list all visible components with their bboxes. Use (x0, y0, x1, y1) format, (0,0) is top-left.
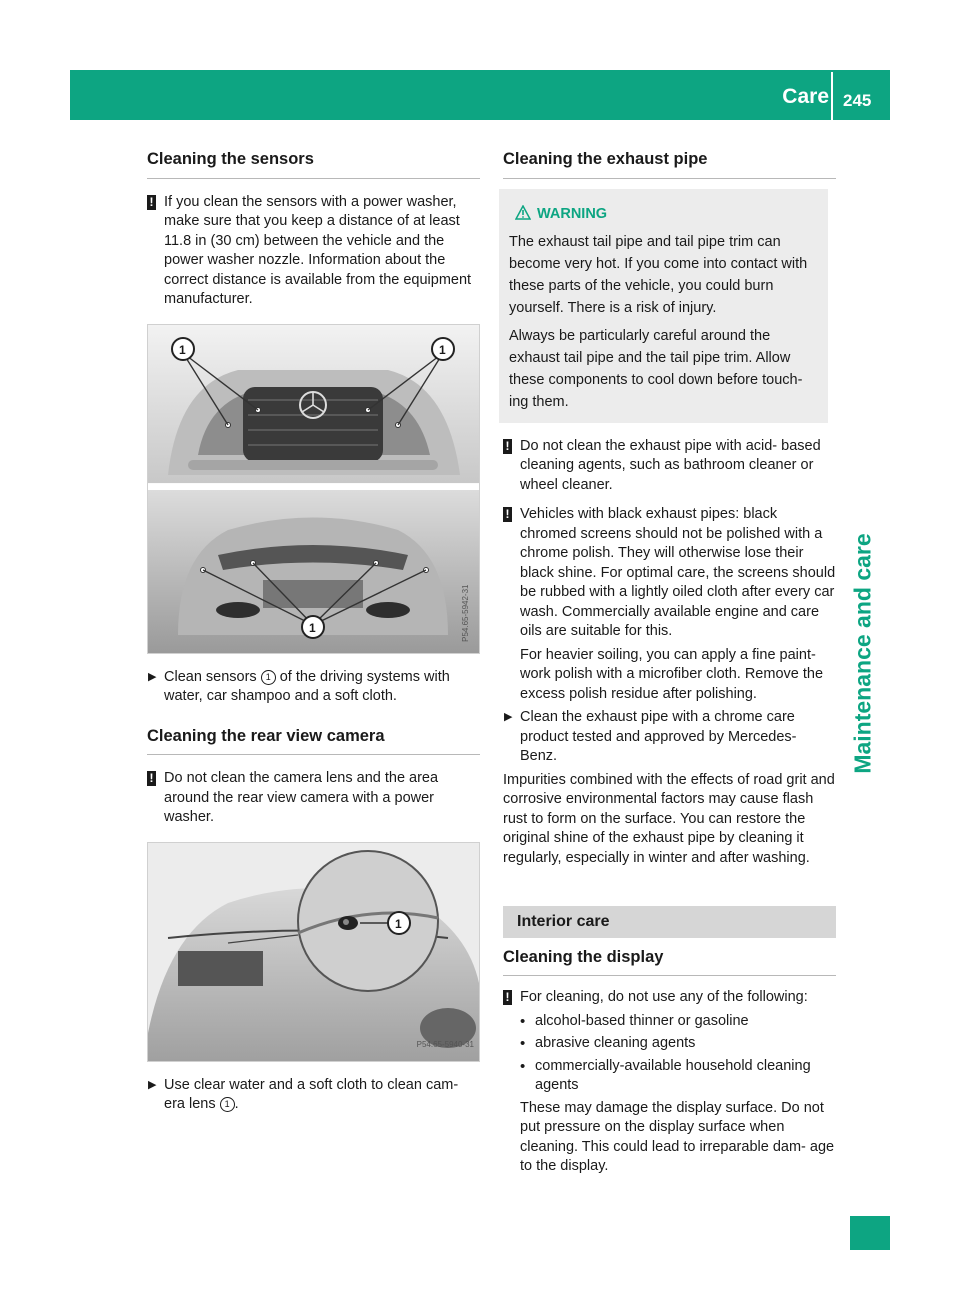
note-display (503, 988, 836, 1008)
list-item-text: alcohol-based thinner or gasoline (535, 1012, 749, 1029)
callout-1-front-left: 1 (179, 342, 186, 357)
note-camera-text: Do not clean the camera lens and the area around the rear view camera with a power washer. (164, 770, 439, 825)
figure-code: P54.65-5940-31 (416, 1040, 474, 1049)
step-text-post: of the driving systems with water, car shampoo and a soft cloth. (164, 668, 450, 704)
heading-cleaning-camera: Cleaning the rear view camera (147, 727, 480, 756)
callout-1-rear: 1 (309, 620, 316, 635)
side-tab (838, 503, 888, 803)
caution-icon: ! (503, 439, 512, 454)
sensors-illustration (148, 325, 479, 653)
bullet-icon: • (520, 1057, 526, 1075)
note-camera (147, 769, 480, 828)
list-item (503, 1034, 836, 1054)
warning-text-2: Always be particularly careful around the exhaust tail pipe and the tail pipe trim. Allow these components to cool down before touch- ing them. (509, 327, 803, 410)
callout-number-icon: 1 (220, 1097, 235, 1112)
step-arrow-icon: ▶ (148, 1078, 157, 1091)
step-text-post: . (234, 1096, 239, 1112)
heading-cleaning-exhaust: Cleaning the exhaust pipe (503, 150, 836, 179)
paragraph-display-closing: These may damage the display surface. Do not put pressure on the display surface when cleaning. This could lead to irreparable dam- age to the display. (520, 1099, 835, 1174)
header-bar (70, 70, 890, 120)
step-text: Clean the exhaust pipe with a chrome care product tested and approved by Mercedes- Benz. (520, 709, 797, 764)
warning-label: WARNING (537, 205, 608, 222)
list-item-text: commercially-available household cleaning agents (535, 1057, 811, 1093)
list-item (503, 1057, 836, 1096)
left-column (147, 150, 480, 1115)
step-clean-exhaust (503, 708, 836, 767)
section-interior-care (503, 906, 836, 938)
callout-number-icon: 1 (261, 670, 276, 685)
note-sensors (147, 193, 480, 310)
callout-1-camera: 1 (395, 916, 402, 931)
list-item-text: abrasive cleaning agents (535, 1035, 696, 1051)
note-exhaust-acid-text: Do not clean the exhaust pipe with acid- based cleaning agents, such as bathroom cleaner or wheel cleaner. (520, 437, 821, 493)
side-tab-label: Maintenance and care (849, 532, 876, 774)
note-sensors-text: If you clean the sensors with a power washer, make sure that you keep a distance of at least 11.8 in (30 cm) between the vehicle and the power washer nozzle. Information about the correct distance is available from the equipment manufacturer. (164, 193, 472, 307)
step-clean-sensors (147, 668, 480, 707)
warning-triangle-icon (515, 205, 531, 220)
side-tab-block (850, 1216, 890, 1250)
figure-sensors (147, 324, 480, 654)
header-divider (831, 72, 833, 120)
note-display-text: For cleaning, do not use any of the following: (520, 989, 808, 1005)
bullet-icon: • (520, 1035, 526, 1052)
camera-illustration (148, 843, 479, 1061)
note-black-pipes (503, 505, 836, 642)
page-number: 245 (843, 91, 872, 110)
caution-icon: ! (503, 507, 512, 522)
bullet-icon: • (520, 1012, 526, 1030)
figure-camera (147, 842, 480, 1062)
note-black-pipes-text: Vehicles with black exhaust pipes: black chromed screens should not be polished with a chrome polish. They will otherwise lose their black shine. For optimal care, the screens should be rubbed with a lightly oiled cloth after every car wash. Commercially available engine and care oils are suitable for this. (520, 506, 836, 639)
section-interior-care-label: Interior care (517, 913, 610, 930)
callout-1-front-right: 1 (439, 342, 446, 357)
step-arrow-icon: ▶ (504, 711, 513, 723)
caution-icon: ! (503, 990, 512, 1005)
step-text-pre: Clean sensors (164, 668, 261, 685)
heading-cleaning-display: Cleaning the display (503, 948, 836, 977)
step-text-pre: Use clear water and a soft cloth to clean cam- era lens (164, 1076, 459, 1112)
warning-title (509, 203, 818, 225)
heading-cleaning-sensors: Cleaning the sensors (147, 150, 480, 179)
caution-icon: ! (147, 771, 156, 786)
header-section-title: Care (782, 85, 829, 108)
warning-text-1: The exhaust tail pipe and tail pipe trim can become very hot. If you come into contact with these parts of the vehicle, you could burn yourself. There is a risk of injury. (509, 233, 808, 316)
note-exhaust-acid (503, 437, 836, 496)
step-clean-camera (147, 1076, 480, 1115)
warning-box (499, 189, 828, 423)
note-black-pipes-continued: For heavier soiling, you can apply a fine paint- work polish with a microfiber cloth. Remove the excess polish residue after polishing. (520, 646, 824, 702)
list-item (503, 1012, 836, 1032)
paragraph-impurities: Impurities combined with the effects of road grit and corrosive environmental factors may cause flash rust to form on the surface. You can restore the original shine of the exhaust pipe by cleaning it regularly, especially in winter and after washing. (503, 771, 835, 866)
right-column (503, 150, 836, 1177)
figure-code: P54.65-5942-31 (460, 584, 470, 642)
caution-icon: ! (147, 195, 156, 210)
step-arrow-icon: ▶ (148, 670, 157, 683)
